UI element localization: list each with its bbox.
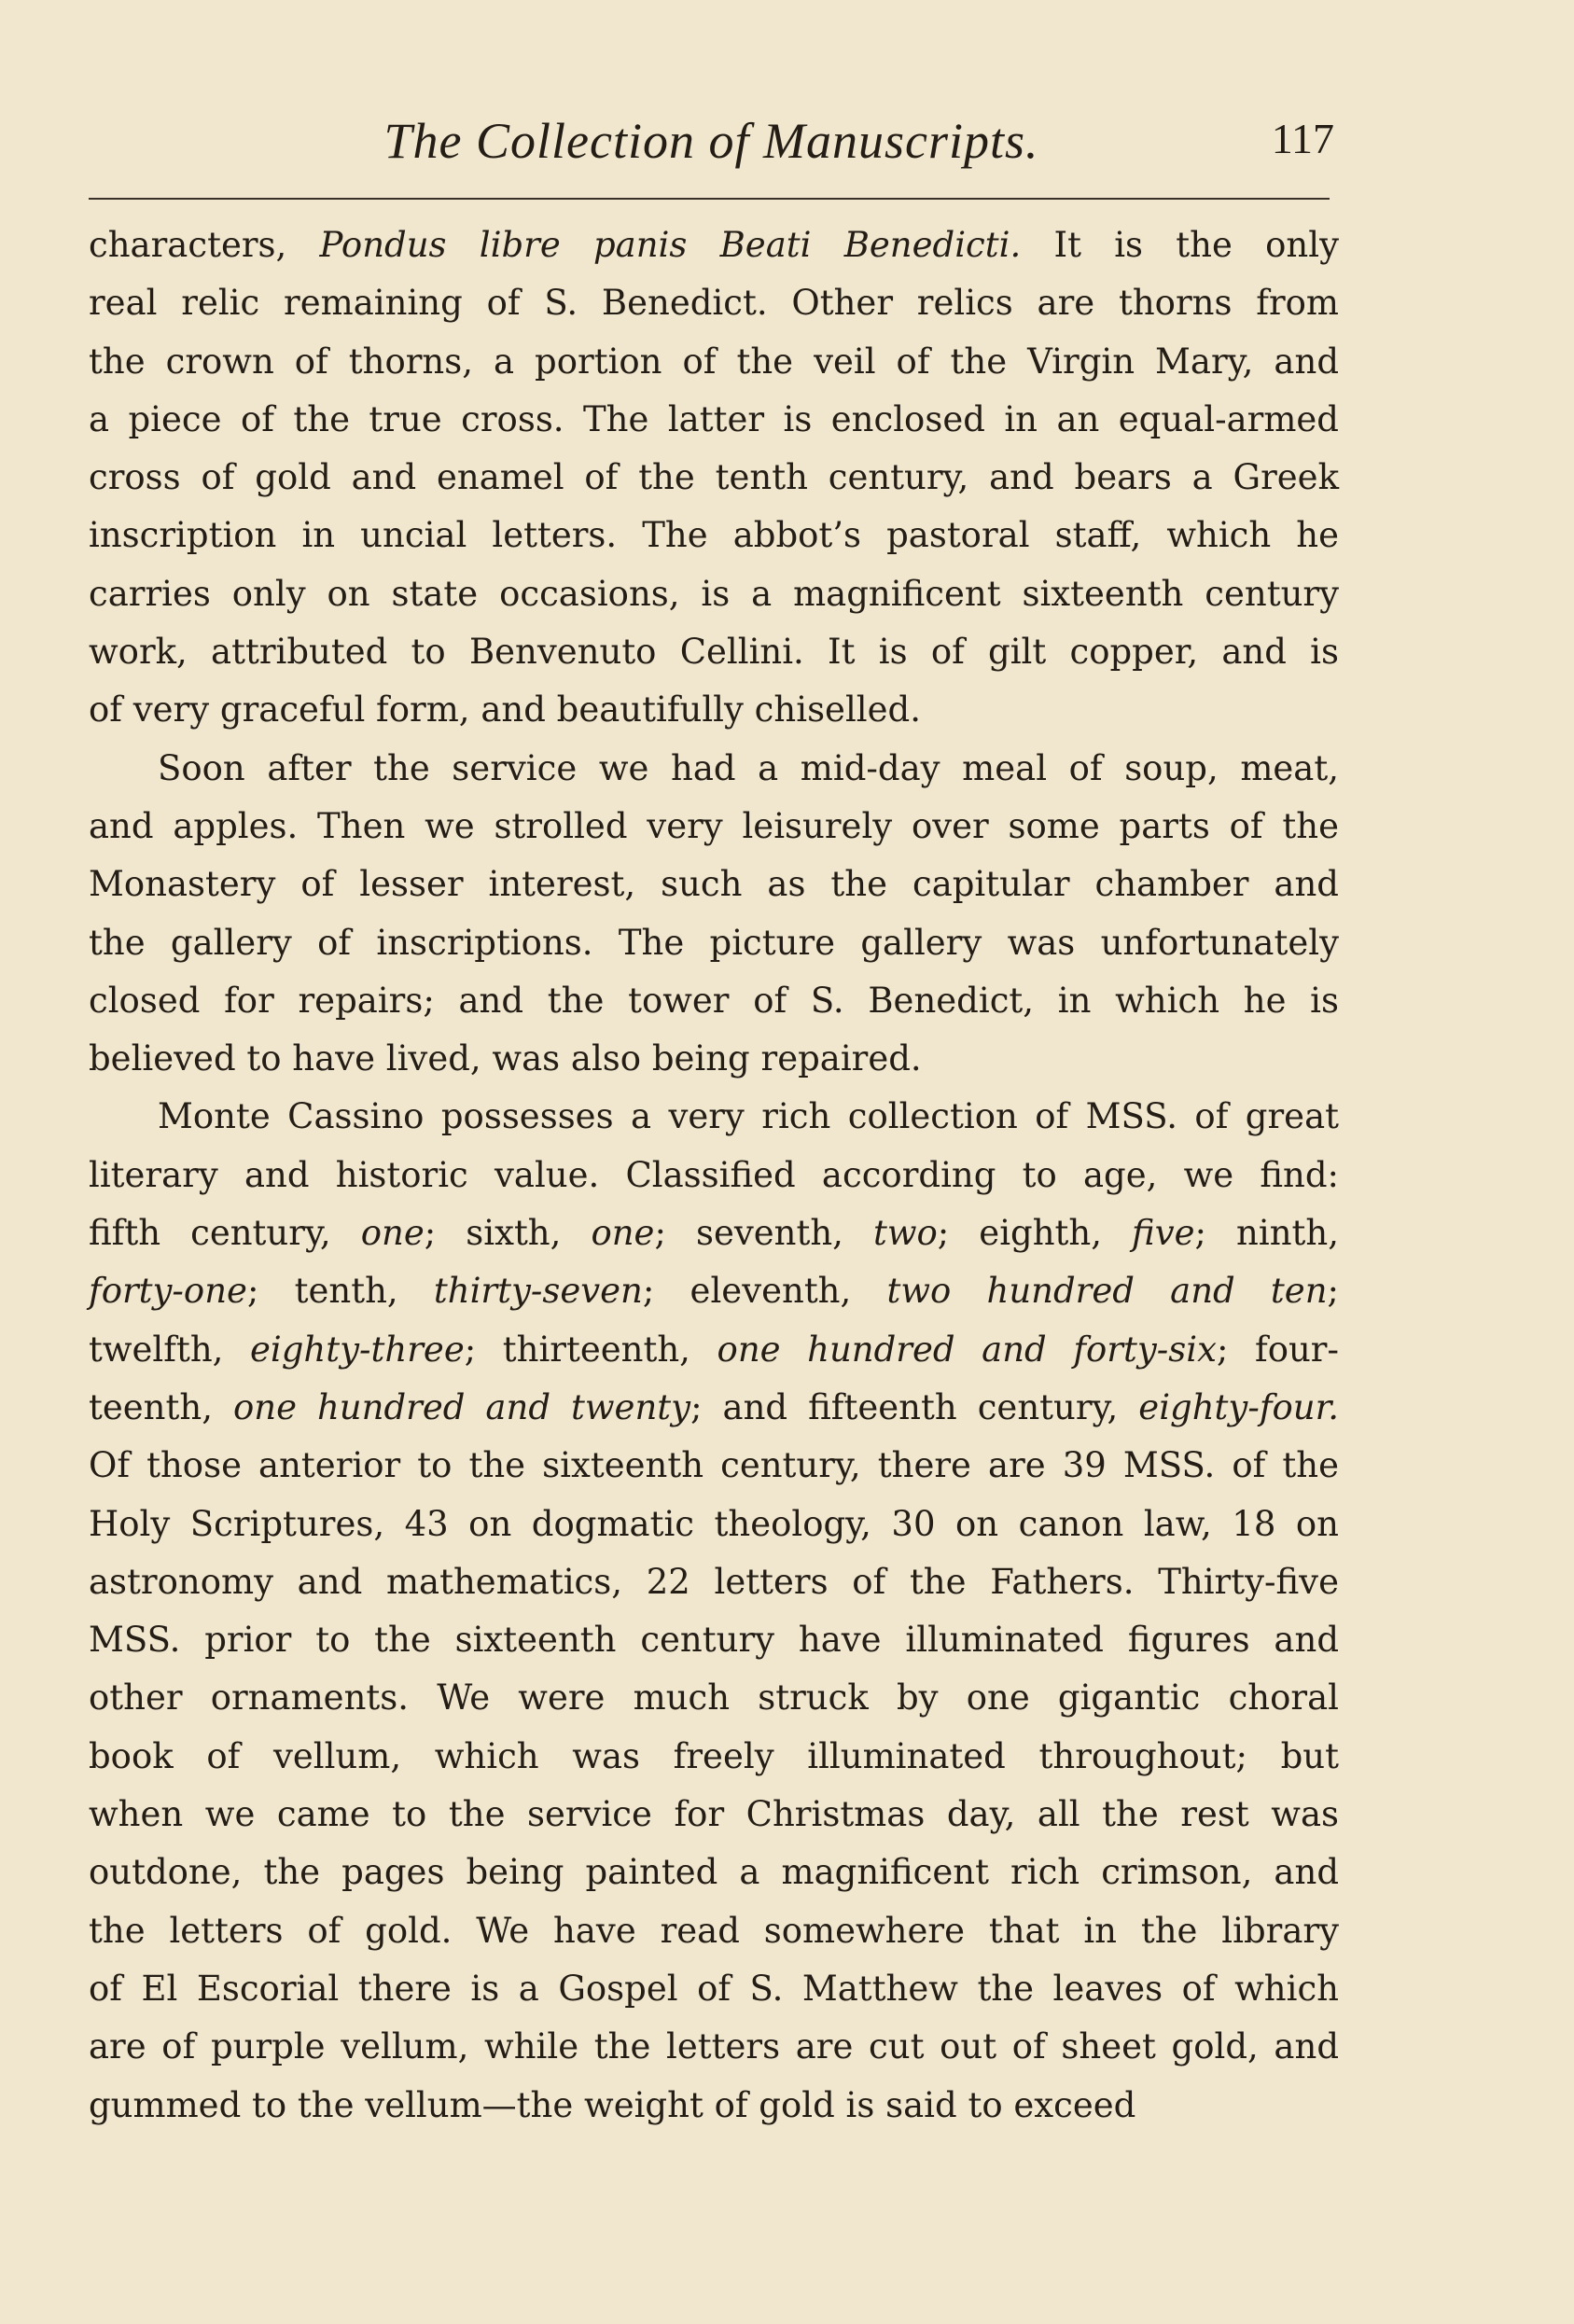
text-line	[89, 1204, 1339, 1262]
text-line	[89, 798, 1339, 856]
text-run: ; tenth,	[246, 1271, 434, 1312]
text-line	[89, 1379, 1339, 1437]
text-run: ;	[1327, 1271, 1339, 1312]
text-run: ; eleventh,	[642, 1271, 887, 1312]
text-run: Soon after the service we had a mid-day meal of soup, meat,	[158, 747, 1339, 788]
text-run: carries only on state occasions, is a magnificent sixteenth century	[89, 573, 1339, 614]
text-line	[89, 1902, 1339, 1960]
text-run: and apples. Then we strolled very leisurely over some parts of the	[89, 805, 1339, 846]
text-line	[89, 1960, 1339, 2018]
text-line	[89, 914, 1339, 972]
text-line	[89, 1088, 1339, 1146]
text-line	[89, 1844, 1339, 1901]
italic-run: two	[872, 1213, 938, 1254]
text-run: ; ninth,	[1194, 1213, 1339, 1254]
text-run: the gallery of inscriptions. The picture gallery was unfortunately	[89, 922, 1339, 963]
running-title: The Collection of Manuscripts.	[383, 113, 1039, 169]
text-run: MSS. prior to the sixteenth century have illuminated figures and	[89, 1620, 1339, 1661]
text-run: believed to have lived, was also being repaired.	[89, 1038, 922, 1079]
text-run: Holy Scriptures, 43 on dogmatic theology, 30 on canon law, 18 on	[89, 1503, 1339, 1544]
text-run: ; thirteenth,	[464, 1329, 717, 1370]
paragraph-p3	[89, 1088, 1339, 2134]
paragraph-p1	[89, 216, 1339, 740]
text-run: teenth,	[89, 1386, 233, 1427]
text-line	[89, 1147, 1339, 1204]
text-run: ; four-	[1216, 1329, 1339, 1370]
text-line	[89, 1496, 1339, 1553]
italic-run: eighty-three	[250, 1329, 465, 1370]
text-run: fifth century,	[89, 1213, 361, 1254]
header-rule	[89, 198, 1330, 200]
text-line	[89, 2077, 1339, 2135]
text-run: cross of gold and enamel of the tenth century, and bears a Greek	[89, 457, 1339, 498]
paragraph-p2	[89, 740, 1339, 1089]
text-line	[89, 856, 1339, 913]
text-run: astronomy and mathematics, 22 letters of the Fathers. Thirty-five	[89, 1561, 1339, 1602]
text-line	[89, 274, 1339, 332]
text-run: closed for repairs; and the tower of S. Benedict, in which he is	[89, 980, 1339, 1021]
text-line	[89, 1437, 1339, 1495]
text-line	[89, 216, 1339, 274]
italic-run: eighty-four.	[1138, 1386, 1339, 1427]
text-line	[89, 1786, 1339, 1844]
text-run: ; eighth,	[937, 1213, 1133, 1254]
text-run: other ornaments. We were much struck by one gigantic choral	[89, 1677, 1339, 1719]
text-run: real relic remaining of S. Benedict. Other relics are thorns from	[89, 283, 1339, 324]
italic-run: forty-one	[89, 1271, 247, 1312]
text-run: Monastery of lesser interest, such as the capitular chamber and	[89, 864, 1339, 905]
italic-run: one	[591, 1213, 655, 1254]
text-run: are of purple vellum, while the letters are cut out of sheet gold, and	[89, 2026, 1339, 2067]
text-run: ; and fifteenth century,	[690, 1386, 1139, 1427]
page-header	[89, 103, 1334, 187]
text-run: work, attributed to Benvenuto Cellini. It is of gilt copper, and is	[89, 632, 1339, 673]
text-line	[89, 1321, 1339, 1379]
text-line	[89, 1669, 1339, 1727]
text-run: inscription in uncial letters. The abbot’s pastoral staff, which he	[89, 515, 1339, 556]
text-run: literary and historic value. Classified according to age, we find:	[89, 1154, 1339, 1195]
text-run: It is the only	[1021, 225, 1339, 265]
italic-run: thirty-seven	[433, 1271, 643, 1312]
text-line	[89, 565, 1339, 623]
body-text	[89, 216, 1339, 2135]
text-line	[89, 507, 1339, 564]
text-run: Monte Cassino possesses a very rich collection of MSS. of great	[158, 1096, 1339, 1137]
text-line	[89, 1611, 1339, 1669]
text-run: twelfth,	[89, 1329, 251, 1370]
italic-run: Pondus libre panis Beati Benedicti.	[319, 225, 1022, 265]
text-line	[89, 1728, 1339, 1786]
text-run: characters,	[89, 225, 320, 265]
italic-run: one hundred and twenty	[232, 1386, 691, 1427]
text-line	[89, 740, 1339, 798]
text-line	[89, 333, 1339, 391]
italic-run: one hundred and forty-six	[717, 1329, 1217, 1370]
text-run: outdone, the pages being painted a magnificent rich crimson, and	[89, 1852, 1339, 1893]
text-run: gummed to the vellum—the weight of gold is said to exceed	[89, 2084, 1136, 2125]
text-run: a piece of the true cross. The latter is enclosed in an equal-armed	[89, 398, 1339, 439]
text-run: of very graceful form, and beautifully chiselled.	[89, 689, 921, 731]
italic-run: one	[360, 1213, 425, 1254]
text-line	[89, 391, 1339, 449]
text-run: the letters of gold. We have read somewhere that in the library	[89, 1910, 1339, 1951]
italic-run: two hundred and ten	[886, 1271, 1328, 1312]
text-run: ; sixth,	[424, 1213, 592, 1254]
text-line	[89, 449, 1339, 507]
text-line	[89, 1262, 1339, 1320]
text-line	[89, 1553, 1339, 1611]
text-run: Of those anterior to the sixteenth century, there are 39 MSS. of the	[89, 1445, 1339, 1486]
text-line	[89, 681, 1339, 739]
text-run: when we came to the service for Christmas day, all the rest was	[89, 1794, 1339, 1835]
italic-run: five	[1132, 1213, 1195, 1254]
text-run: the crown of thorns, a portion of the veil of the Virgin Mary, and	[89, 341, 1339, 382]
text-line	[89, 972, 1339, 1030]
page-number: 117	[1271, 115, 1334, 162]
text-line	[89, 623, 1339, 681]
text-run: book of vellum, which was freely illuminated throughout; but	[89, 1735, 1339, 1776]
text-run: of El Escorial there is a Gospel of S. Matthew the leaves of which	[89, 1968, 1339, 2009]
text-line	[89, 1030, 1339, 1088]
text-run: ; seventh,	[654, 1213, 873, 1254]
text-line	[89, 2018, 1339, 2076]
